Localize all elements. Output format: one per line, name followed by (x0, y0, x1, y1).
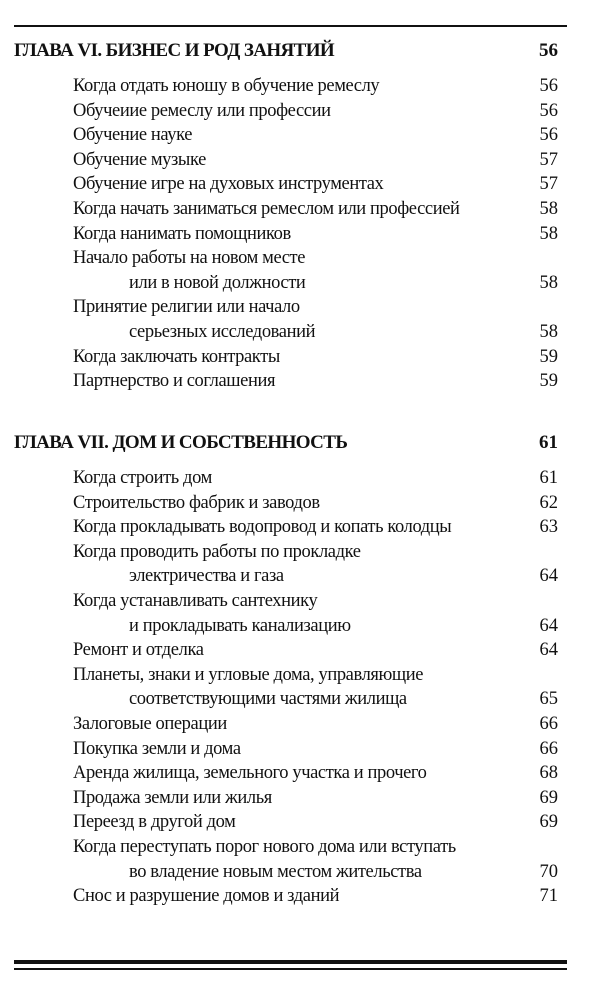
entry-title-continuation: соответствующими частями жилища (129, 689, 407, 710)
entry-title: Когда начать заниматься ремеслом или профессией (73, 198, 460, 219)
entry-title: Залоговые операции (73, 713, 227, 734)
entry-list (14, 74, 560, 394)
chapter-heading (14, 430, 560, 456)
entry-page: 65 (539, 689, 558, 710)
entry-page: 59 (539, 371, 558, 392)
entry-title: Когда нанимать помощников (73, 223, 291, 244)
entry-title: Когда переступать порог нового дома или вступать (73, 836, 456, 857)
toc-entry (14, 540, 560, 589)
entry-title-continuation: или в новой должности (129, 272, 306, 293)
toc-entry (14, 295, 560, 344)
entry-page: 61 (539, 468, 558, 488)
entry-page: 56 (539, 100, 558, 121)
toc-entry (14, 222, 560, 247)
toc-entry (14, 786, 560, 811)
entry-title: Продажа земли или жилья (73, 787, 272, 808)
entry-page: 64 (539, 566, 558, 587)
toc-entry (14, 515, 560, 540)
entry-title: Когда отдать юношу в обучение ремеслу (73, 76, 380, 96)
chapter-7 (14, 430, 560, 909)
entry-page: 58 (539, 272, 558, 293)
entry-page: 58 (539, 223, 558, 244)
entry-page: 64 (539, 615, 558, 636)
entry-page: 63 (539, 517, 558, 538)
entry-title: Когда проводить работы по прокладке (73, 541, 361, 562)
entry-page: 56 (539, 76, 558, 96)
chapter-title: ГЛАВА VII. ДОМ И СОБСТВЕННОСТЬ (14, 432, 348, 453)
toc-entry (14, 99, 560, 124)
toc-entry (14, 197, 560, 222)
entry-title: Обучение игре на духовых инструментах (73, 174, 384, 195)
entry-title: Когда устанавливать сантехнику (73, 590, 318, 611)
entry-list (14, 466, 560, 909)
toc-entry (14, 835, 560, 884)
entry-title: Принятие религии или начало (73, 297, 300, 318)
entry-title: Переезд в другой дом (73, 812, 236, 833)
bottom-rule-thin (14, 968, 567, 970)
toc-entry (14, 466, 560, 491)
toc-entry (14, 737, 560, 762)
entry-title: Покупка земли и дома (73, 738, 241, 759)
entry-page: 69 (539, 787, 558, 808)
entry-title: Начало работы на новом месте (73, 248, 306, 269)
entry-page: 57 (539, 149, 558, 170)
toc-entry (14, 712, 560, 737)
entry-title: Снос и разрушение домов и зданий (73, 886, 340, 907)
entry-title: Обучеиие ремеслу или профессии (73, 100, 331, 121)
entry-page: 62 (539, 492, 558, 513)
toc-entry (14, 638, 560, 663)
toc-entry (14, 246, 560, 295)
entry-title: Обучение музыке (73, 149, 206, 170)
toc-entry (14, 172, 560, 197)
entry-page: 59 (539, 346, 558, 367)
entry-title: Строительство фабрик и заводов (73, 492, 320, 513)
entry-title: Когда заключать контракты (73, 346, 280, 367)
entry-title: Планеты, знаки и угловые дома, управляющие (73, 664, 424, 685)
entry-title: Когда строить дом (73, 468, 212, 488)
chapter-title: ГЛАВА VI. БИЗНЕС И РОД ЗАНЯТИЙ (14, 40, 335, 61)
entry-page: 64 (539, 640, 558, 661)
toc-entry (14, 663, 560, 712)
entry-page: 68 (539, 763, 558, 784)
entry-title: Партнерство и соглашения (73, 371, 276, 392)
top-rule (14, 25, 567, 27)
bottom-rule-thick (14, 960, 567, 964)
toc-entry (14, 761, 560, 786)
entry-page: 57 (539, 174, 558, 195)
entry-page: 66 (539, 713, 558, 734)
entry-page: 58 (539, 198, 558, 219)
toc-entry (14, 491, 560, 516)
entry-title-continuation: во владение новым местом жительства (129, 861, 422, 882)
entry-page: 56 (539, 125, 558, 146)
toc-entry (14, 74, 560, 99)
entry-page: 71 (539, 886, 558, 907)
entry-title: Обучение науке (73, 125, 193, 146)
toc-entry (14, 810, 560, 835)
entry-page: 66 (539, 738, 558, 759)
toc-entry (14, 148, 560, 173)
entry-title: Ремонт и отделка (73, 640, 204, 661)
entry-title: Аренда жилища, земельного участка и прочего (73, 763, 427, 784)
toc-entry (14, 589, 560, 638)
toc-entry (14, 884, 560, 909)
toc-entry (14, 123, 560, 148)
entry-title-continuation: серьезных исследований (129, 321, 316, 342)
chapter-6 (14, 38, 560, 394)
entry-page: 70 (539, 861, 558, 882)
chapter-page: 61 (539, 432, 558, 453)
chapter-heading (14, 38, 560, 64)
entry-page: 58 (539, 321, 558, 342)
entry-title-continuation: и прокладывать канализацию (129, 615, 351, 636)
entry-page: 69 (539, 812, 558, 833)
toc-entry (14, 369, 560, 394)
chapter-page: 56 (539, 40, 558, 61)
entry-title-continuation: электричества и газа (129, 566, 284, 587)
toc-entry (14, 345, 560, 370)
entry-title: Когда прокладывать водопровод и копать колодцы (73, 517, 452, 538)
